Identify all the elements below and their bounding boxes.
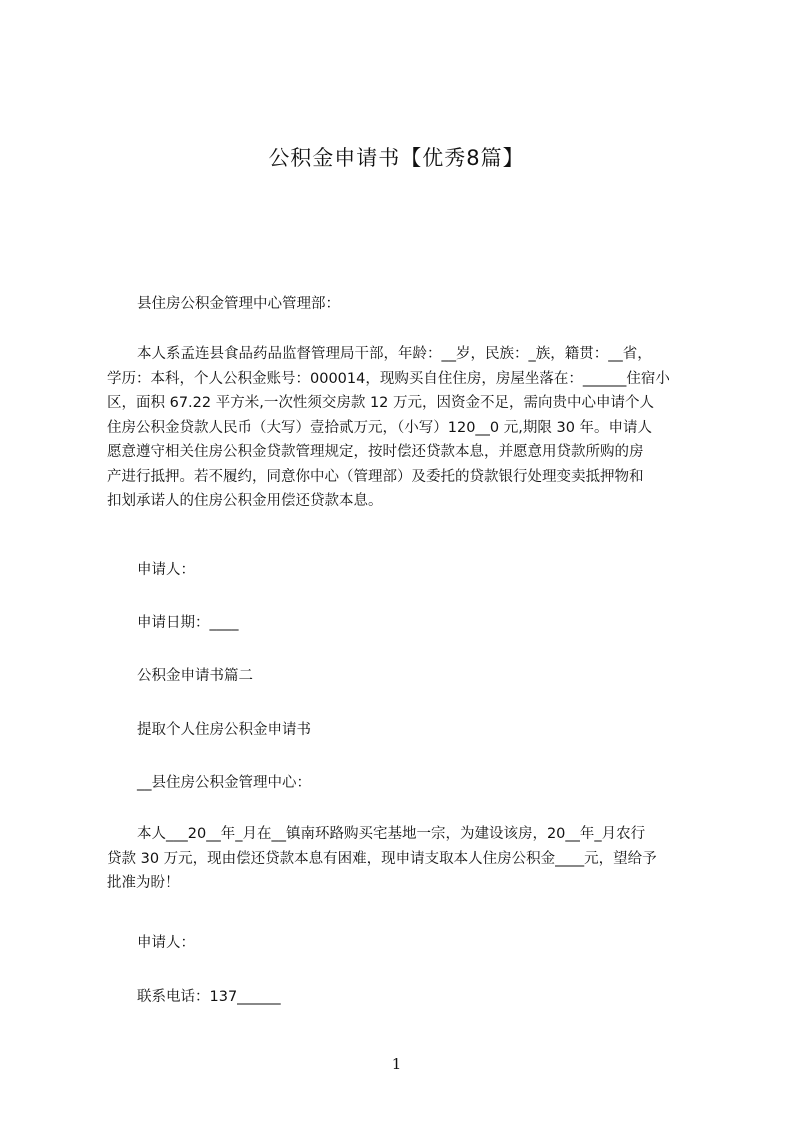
paragraph-2 <box>107 822 697 896</box>
paragraph-1 <box>107 342 697 514</box>
paragraph-1-line: 住房公积金贷款人民币（大写）壹拾贰万元，（小写）120__0 元,期限 30 年。申请人 <box>107 419 653 436</box>
paragraph-1-line: 学历：本科，个人公积金账号：000014，现购买自住住房，房屋坐落在：______住宿小 <box>107 370 670 387</box>
salutation-1: 县住房公积金管理中心管理部： <box>137 296 340 312</box>
section-2-title: 提取个人住房公积金申请书 <box>137 722 311 738</box>
paragraph-2-line: 本人___20__年_月在__镇南环路购买宅基地一宗，为建设该房，20__年_月农行 <box>137 826 646 842</box>
paragraph-1-line: 区，面积 67.22 平方米,一次性须交房款 12 万元，因资金不足，需向贵中心申请个人 <box>107 395 655 411</box>
apply-date-label: 申请日期：____ <box>137 615 239 631</box>
document-title: 公积金申请书【优秀8篇】 <box>268 146 525 170</box>
phone-label: 联系电话：137______ <box>137 989 281 1005</box>
applicant-label-2: 申请人： <box>137 935 195 951</box>
paragraph-2-line: 批准为盼！ <box>107 875 180 891</box>
section-2-heading: 公积金申请书篇二 <box>137 668 253 684</box>
paragraph-1-line: 扣划承诺人的住房公积金用偿还贷款本息。 <box>107 493 383 509</box>
salutation-2: __县住房公积金管理中心： <box>137 775 311 791</box>
page-number: 1 <box>391 1055 402 1073</box>
paragraph-1-line: 本人系孟连县食品药品监督管理局干部，年龄：__岁，民族：_族，籍贯：__省， <box>137 346 652 362</box>
applicant-label-1: 申请人： <box>137 562 195 578</box>
paragraph-1-line: 愿意遵守相关住房公积金贷款管理规定，按时偿还贷款本息，并愿意用贷款所购的房 <box>107 444 644 460</box>
paragraph-2-line: 贷款 30 万元，现由偿还贷款本息有困难，现申请支取本人住房公积金____元，望给予 <box>107 850 657 867</box>
paragraph-1-line: 产进行抵押。若不履约，同意你中心（管理部）及委托的贷款银行处理变卖抵押物和 <box>107 468 644 485</box>
